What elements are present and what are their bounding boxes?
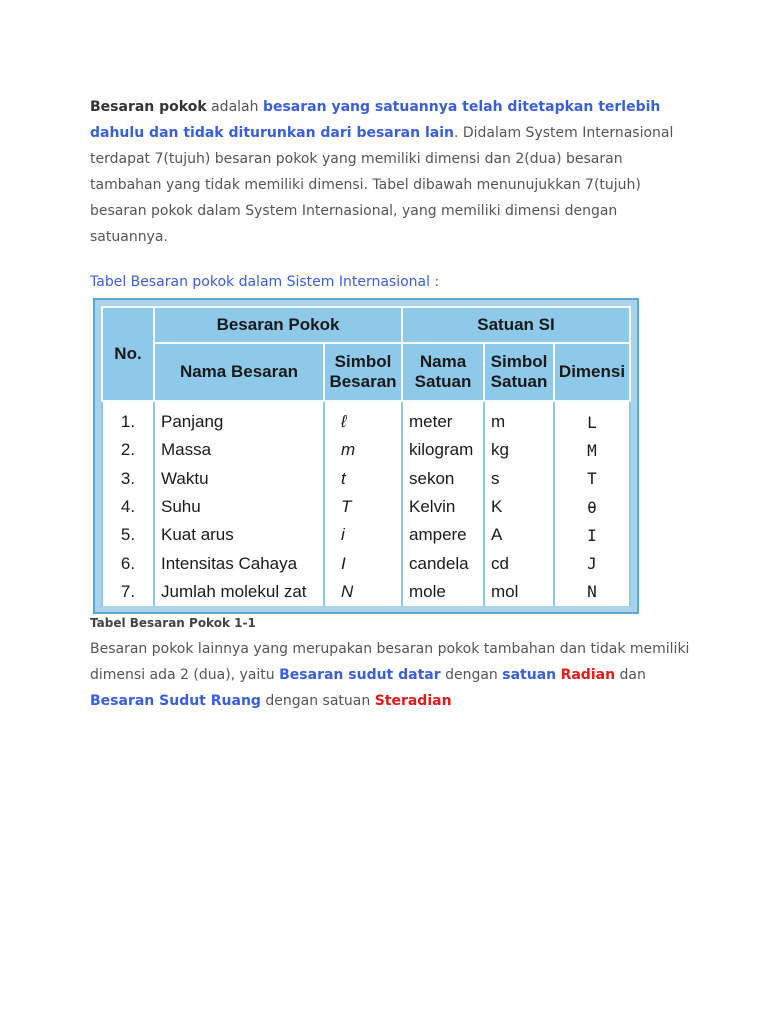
table-row: 4. Suhu T Kelvin K θ [102, 493, 630, 521]
header-nama-besaran: Nama Besaran [154, 343, 324, 401]
besaran-pokok-table-image [93, 298, 639, 614]
table-caption: Tabel Besaran Pokok 1-1 [90, 616, 256, 630]
satuan-link[interactable]: satuan [502, 667, 557, 683]
table-title: Tabel Besaran pokok dalam Sistem Internasional : [90, 274, 440, 290]
steradian-link[interactable]: Steradian [374, 693, 452, 709]
header-besaran-pokok: Besaran Pokok [154, 307, 402, 343]
header-simbol-besaran: Simbol Besaran [324, 343, 402, 401]
table-row: 6. Intensitas Cahaya I candela cd J [102, 549, 630, 577]
besaran-pokok-table [101, 306, 631, 606]
table-row: 5. Kuat arus i ampere A I [102, 521, 630, 549]
intro-verb: adalah [206, 99, 263, 115]
header-simbol-satuan: Simbol Satuan [484, 343, 554, 401]
table-row: 3. Waktu t sekon s T [102, 465, 630, 493]
header-satuan-si: Satuan SI [402, 307, 630, 343]
intro-paragraph [90, 94, 690, 250]
term-besaran-pokok: Besaran pokok [90, 99, 207, 115]
table-row: 1. Panjang ℓ meter m L [102, 401, 630, 436]
second-paragraph: Besaran pokok lainnya yang merupakan besaran pokok tambahan dan tidak memiliki dimensi ada 2 (dua), yaitu Besaran sudut datar dengan satuan Radian dan Besaran Sudut Ruang dengan satuan Steradian [90, 641, 690, 709]
table-row: 2. Massa m kilogram kg M [102, 436, 630, 464]
besaran-sudut-ruang-link[interactable]: Besaran Sudut Ruang [90, 693, 261, 709]
header-nama-satuan: Nama Satuan [402, 343, 484, 401]
header-dimensi: Dimensi [554, 343, 630, 401]
header-no: No. [102, 307, 154, 401]
radian-link[interactable]: Radian [560, 667, 616, 683]
definition-link[interactable]: besaran yang satuannya telah ditetapkan terlebih dahulu dan tidak diturunkan dari besaran lain [90, 99, 661, 141]
table-row: 7. Jumlah molekul zat N mole mol N [102, 578, 630, 606]
besaran-sudut-datar-link[interactable]: Besaran sudut datar [279, 667, 441, 683]
intro-rest: . Didalam System Internasional terdapat 7(tujuh) besaran pokok yang memiliki dimensi dan 2(dua) besaran tambahan yang tidak memiliki dimensi. Tabel dibawah menunujukkan 7(tujuh) besaran pokok dalam System Internasional, yang memiliki dimensi dengan satuannya. [90, 125, 674, 245]
